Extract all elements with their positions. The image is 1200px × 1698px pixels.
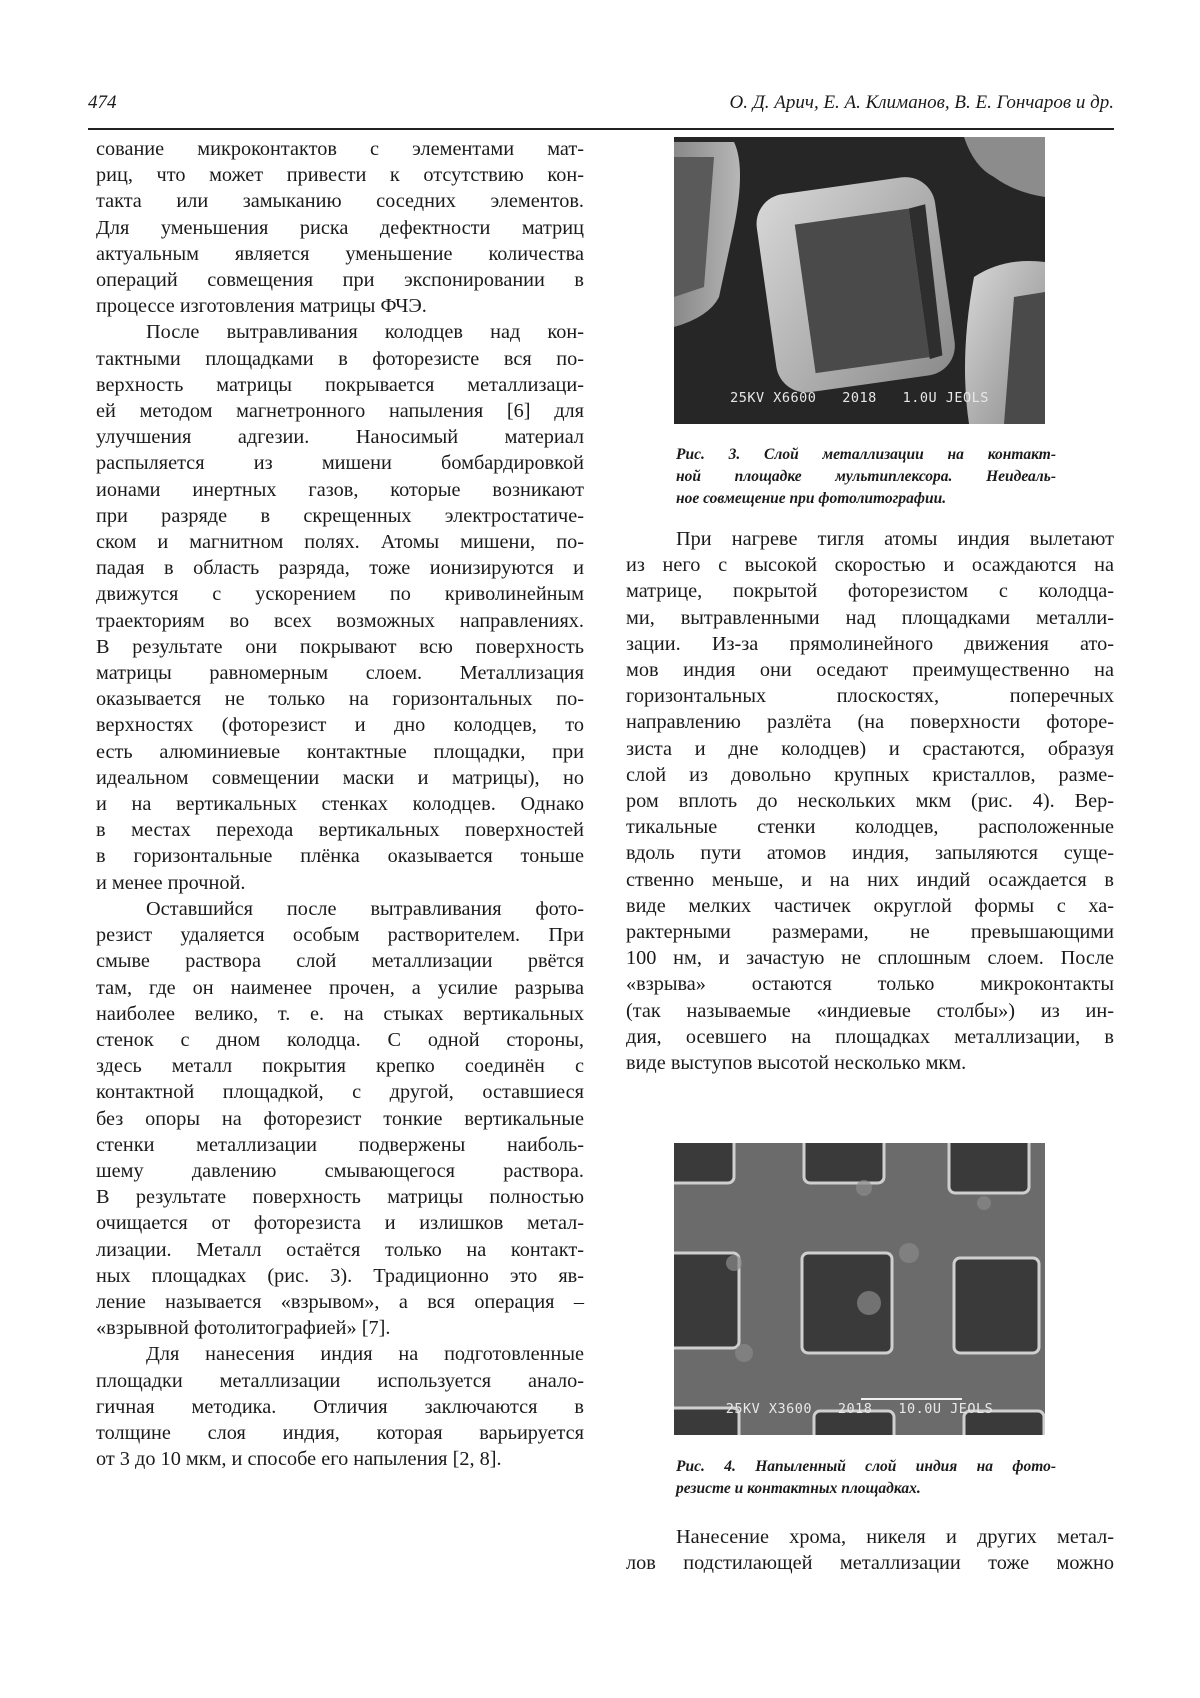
text-line: такта или замыканию соседних элементов. (96, 190, 584, 213)
text-line: ионами инертных газов, которые возникают (96, 478, 584, 501)
text-line: Для уменьшения риска дефектности матриц (96, 216, 584, 239)
text-line: 100 нм, и зачастую не сплошным слоем. После (626, 947, 1114, 970)
text-line: наиболее велико, т. е. на стыках вертикальных (96, 1002, 584, 1025)
text-line: виде мелких частичек округлой формы с ха- (626, 894, 1114, 917)
text-line: распыляется из мишени бомбардировкой (96, 452, 584, 475)
figure-3-caption (676, 444, 1056, 510)
text-line: (так называемые «индиевые столбы») из ин- (626, 999, 1114, 1022)
text-line: зиста и дне колодцев) и срастаются, образуя (626, 737, 1114, 760)
text-line: очищается от фоторезиста и излишков метал- (96, 1212, 584, 1235)
caption-line: ное совмещение при фотолитографии. (676, 490, 947, 507)
text-line: падая в область разряда, тоже ионизируются и (96, 557, 584, 580)
text-line: вдоль пути атомов индия, запыляются суще- (626, 842, 1114, 865)
text-line: ственно меньше, и на них индий осаждается в (626, 868, 1114, 891)
text-line: при разряде в скрещенных электростатиче- (96, 504, 584, 527)
text-line: шему давлению смывающегося раствора. (96, 1159, 584, 1182)
paragraph (96, 136, 584, 319)
text-line: ление называется «взрывом», а вся операция – (96, 1290, 584, 1313)
text-line: площадки металлизации используется анало- (96, 1369, 584, 1392)
text-line: стенки металлизации подвержены наиболь- (96, 1133, 584, 1156)
page-number: 474 (88, 92, 117, 113)
text-line: актуальным является уменьшение количества (96, 242, 584, 265)
text-line: здесь металл покрытия крепко соединён с (96, 1055, 584, 1078)
caption-line: Рис. 3. Слой металлизации на контакт- (676, 446, 1056, 463)
text-line: верхностях (фоторезист и дно колодцев, то (96, 714, 584, 737)
text-line: оказывается не только на горизонтальных по- (96, 688, 584, 711)
text-line: После вытравливания колодцев над кон- (146, 321, 584, 344)
text-line: матрице, покрытой фоторезистом с колодца- (626, 580, 1114, 603)
text-line: в местах перехода вертикальных поверхностей (96, 819, 584, 842)
page-header (88, 88, 1114, 130)
text-line: «взрывной фотолитографией» [7]. (96, 1317, 391, 1340)
text-line: от 3 до 10 мкм, и способе его напыления [2, 8]. (96, 1448, 502, 1471)
text-line: ных площадках (рис. 3). Традиционно это яв- (96, 1264, 584, 1287)
text-line: контактной площадкой, с другой, оставшиеся (96, 1081, 584, 1104)
text-line: ром вплоть до нескольких мкм (рис. 4). Вер- (626, 790, 1114, 813)
text-line: улучшения адгезии. Наносимый материал (96, 426, 584, 449)
text-line: там, где он наименее прочен, а усилие разрыва (96, 976, 584, 999)
text-line: мов индия они оседают преимущественно на (626, 659, 1114, 682)
sem-scale-label: 25KV X3600 2018 10.0U JEOLS (725, 1401, 994, 1417)
text-line: горизонтальных плоскостях, поперечных (626, 685, 1114, 708)
text-line: При нагреве тигля атомы индия вылетают (676, 528, 1114, 550)
figure-4-caption (676, 1456, 1056, 1500)
text-line: из него с высокой скоростью и осаждаются на (626, 554, 1114, 577)
text-line: верхность матрицы покрывается металлизаци- (96, 373, 584, 396)
text-line: слой из довольно крупных кристаллов, разме- (626, 763, 1114, 786)
caption-line: Рис. 4. Напыленный слой индия на фото- (676, 1458, 1056, 1475)
figure-4-sem-image (674, 1143, 1045, 1435)
text-line: сование микроконтактов с элементами мат- (96, 138, 584, 160)
paragraph (96, 896, 584, 1341)
text-line: процессе изготовления матрицы ФЧЭ. (96, 295, 427, 318)
sem-indium-layer-icon (674, 1143, 1045, 1435)
text-line: рактерными размерами, не превышающими (626, 921, 1114, 944)
paragraph (96, 319, 584, 895)
running-head-authors: О. Д. Арич, Е. А. Климанов, В. Е. Гончаров и др. (729, 92, 1114, 113)
text-line: матрицы равномерным слоем. Металлизация (96, 662, 584, 685)
text-line: смыве раствора слой металлизации рвётся (96, 950, 584, 973)
sem-metallization-pad-icon (674, 137, 1045, 424)
right-column-paragraph-1 (626, 526, 1114, 1076)
text-line: дия, осевшего на площадках металлизации, в (626, 1025, 1114, 1048)
text-line: траекториям во всех возможных направлениях. (96, 609, 584, 632)
right-column-paragraph-2 (626, 1524, 1114, 1576)
text-line: В результате поверхность матрицы полностью (96, 1186, 584, 1209)
text-line: без опоры на фоторезист тонкие вертикальные (96, 1107, 584, 1130)
text-line: ском и магнитном полях. Атомы мишени, по- (96, 531, 584, 554)
text-line: операций совмещения при экспонировании в (96, 269, 584, 292)
text-line: стенок с дном колодца. С одной стороны, (96, 1028, 584, 1051)
text-line: ей методом магнетронного напыления [6] для (96, 400, 584, 423)
text-line: ми, вытравленными над площадками металли- (626, 606, 1114, 629)
text-line: Оставшийся после вытравливания фото- (146, 897, 584, 920)
text-line: зации. Из-за прямолинейного движения ато- (626, 632, 1114, 655)
text-line: и менее прочной. (96, 871, 246, 894)
text-line: «взрыва» остаются только микроконтакты (626, 973, 1114, 996)
caption-line: резисте и контактных площадках. (676, 1480, 921, 1497)
text-line: резист удаляется особым растворителем. При (96, 924, 584, 947)
text-line: в горизонтальные плёнка оказывается тоньше (96, 845, 584, 868)
text-line: тикальные стенки колодцев, расположенные (626, 816, 1114, 839)
text-line: движутся с ускорением по криволинейным (96, 583, 584, 606)
text-line: гичная методика. Отличия заключаются в (96, 1395, 584, 1418)
text-line: Нанесение хрома, никеля и других метал- (676, 1526, 1114, 1548)
text-line: толщине слоя индия, которая варьируется (96, 1421, 584, 1444)
text-line: и на вертикальных стенках колодцев. Однако (96, 793, 584, 816)
left-column (96, 136, 584, 1472)
figure-3-sem-image (674, 137, 1045, 424)
text-line: идеальном совмещении маски и матрицы), но (96, 766, 584, 789)
sem-scale-label: 25KV X6600 2018 1.0U JEOLS (730, 390, 989, 406)
paragraph (96, 1341, 584, 1472)
caption-line: ной площадке мультиплексора. Неидеаль- (676, 468, 1056, 485)
text-line: риц, что может привести к отсутствию кон- (96, 164, 584, 187)
text-line: направлению разлёта (на поверхности фоторе- (626, 711, 1114, 734)
text-line: есть алюминиевые контактные площадки, при (96, 740, 584, 763)
text-line: виде выступов высотой несколько мкм. (626, 1052, 967, 1075)
text-line: лизации. Металл остаётся только на контакт- (96, 1238, 584, 1261)
text-line: лов подстилающей металлизации тоже можно (626, 1552, 1114, 1575)
text-line: Для нанесения индия на подготовленные (146, 1343, 584, 1366)
text-line: В результате они покрывают всю поверхность (96, 635, 584, 658)
text-line: тактными площадками в фоторезисте вся по- (96, 347, 584, 370)
